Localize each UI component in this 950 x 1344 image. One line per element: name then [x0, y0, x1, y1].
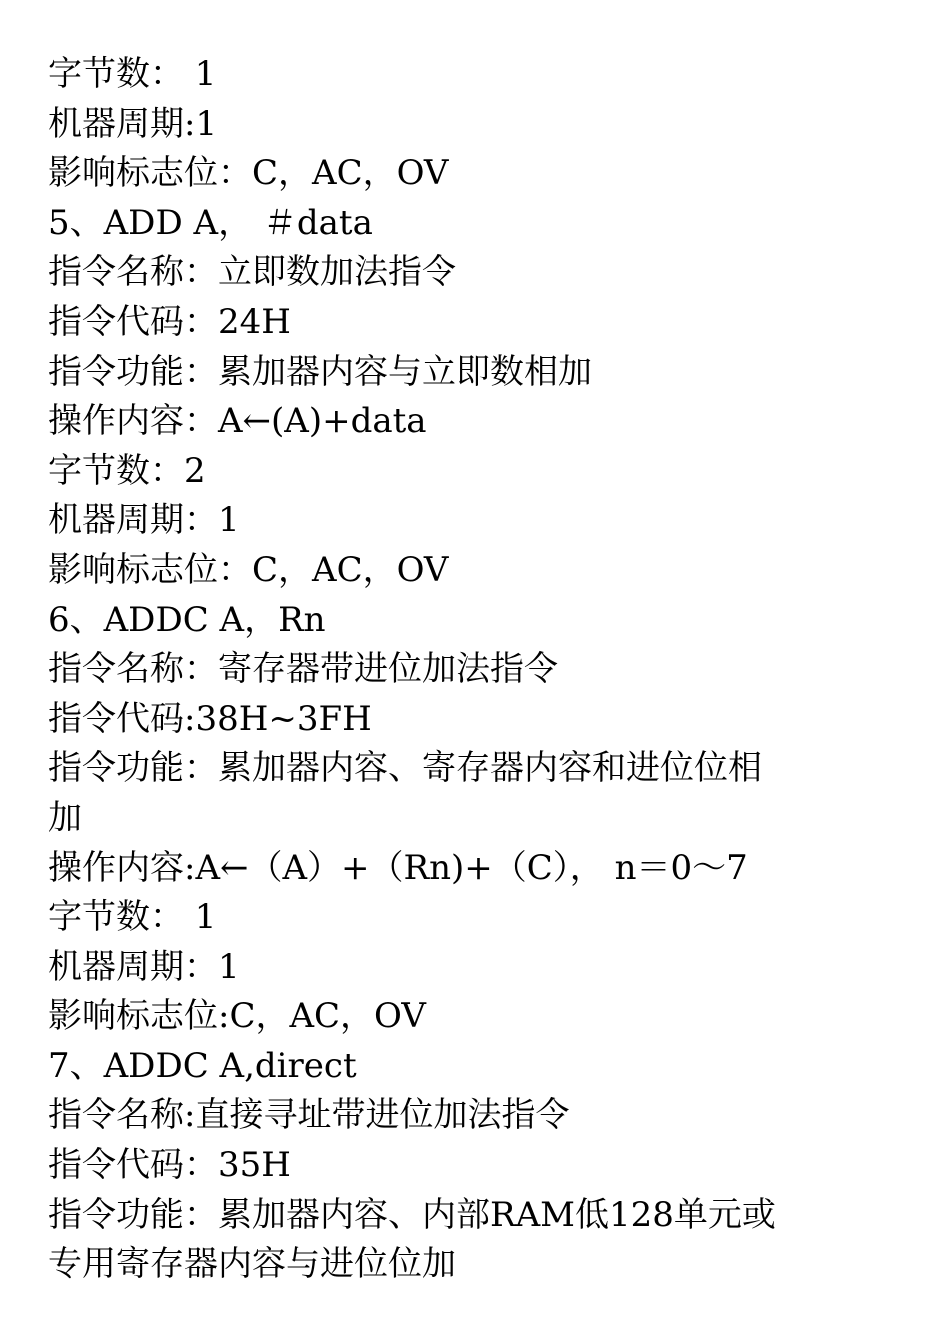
text-line: 指令名称:直接寻址带进位加法指令 [48, 1095, 570, 1136]
text-line: 指令名称：寄存器带进位加法指令 [48, 649, 558, 690]
text-line: 指令功能：累加器内容、寄存器内容和进位位相 [48, 748, 762, 789]
text-line: 字节数：2 [48, 450, 206, 491]
text-line: 指令功能：累加器内容与立即数相加 [48, 351, 592, 392]
text-line: 影响标志位：C，AC，OV [48, 153, 449, 194]
text-line: 指令功能：累加器内容、内部RAM低128单元或 [48, 1194, 776, 1235]
text-line: 指令代码：35H [48, 1145, 291, 1186]
text-line: 专用寄存器内容与进位位加 [48, 1244, 456, 1285]
text-line: 操作内容:A←（A）+（Rn)+（C）， n＝0～7 [48, 847, 748, 888]
text-line: 指令代码:38H~3FH [48, 698, 372, 739]
section-heading: 6、ADDC A，Rn [48, 599, 326, 640]
text-line: 影响标志位:C，AC，OV [48, 996, 426, 1037]
text-line: 字节数： 1 [48, 54, 217, 94]
text-line: 机器周期:1 [48, 103, 218, 144]
section-heading: 7、ADDC A,direct [48, 1045, 357, 1086]
text-line: 指令名称：立即数加法指令 [48, 252, 456, 293]
text-line: 影响标志位：C，AC，OV [48, 549, 449, 590]
section-heading: 5、ADD A， ＃data [48, 202, 373, 243]
text-line: 机器周期：1 [48, 500, 240, 541]
text-line: 机器周期：1 [48, 946, 240, 987]
text-line: 操作内容：A←(A)+data [48, 401, 427, 442]
document-page [48, 50, 908, 1290]
text-line: 加 [48, 797, 82, 838]
text-line: 指令代码：24H [48, 301, 291, 342]
text-line: 字节数： 1 [48, 897, 217, 938]
